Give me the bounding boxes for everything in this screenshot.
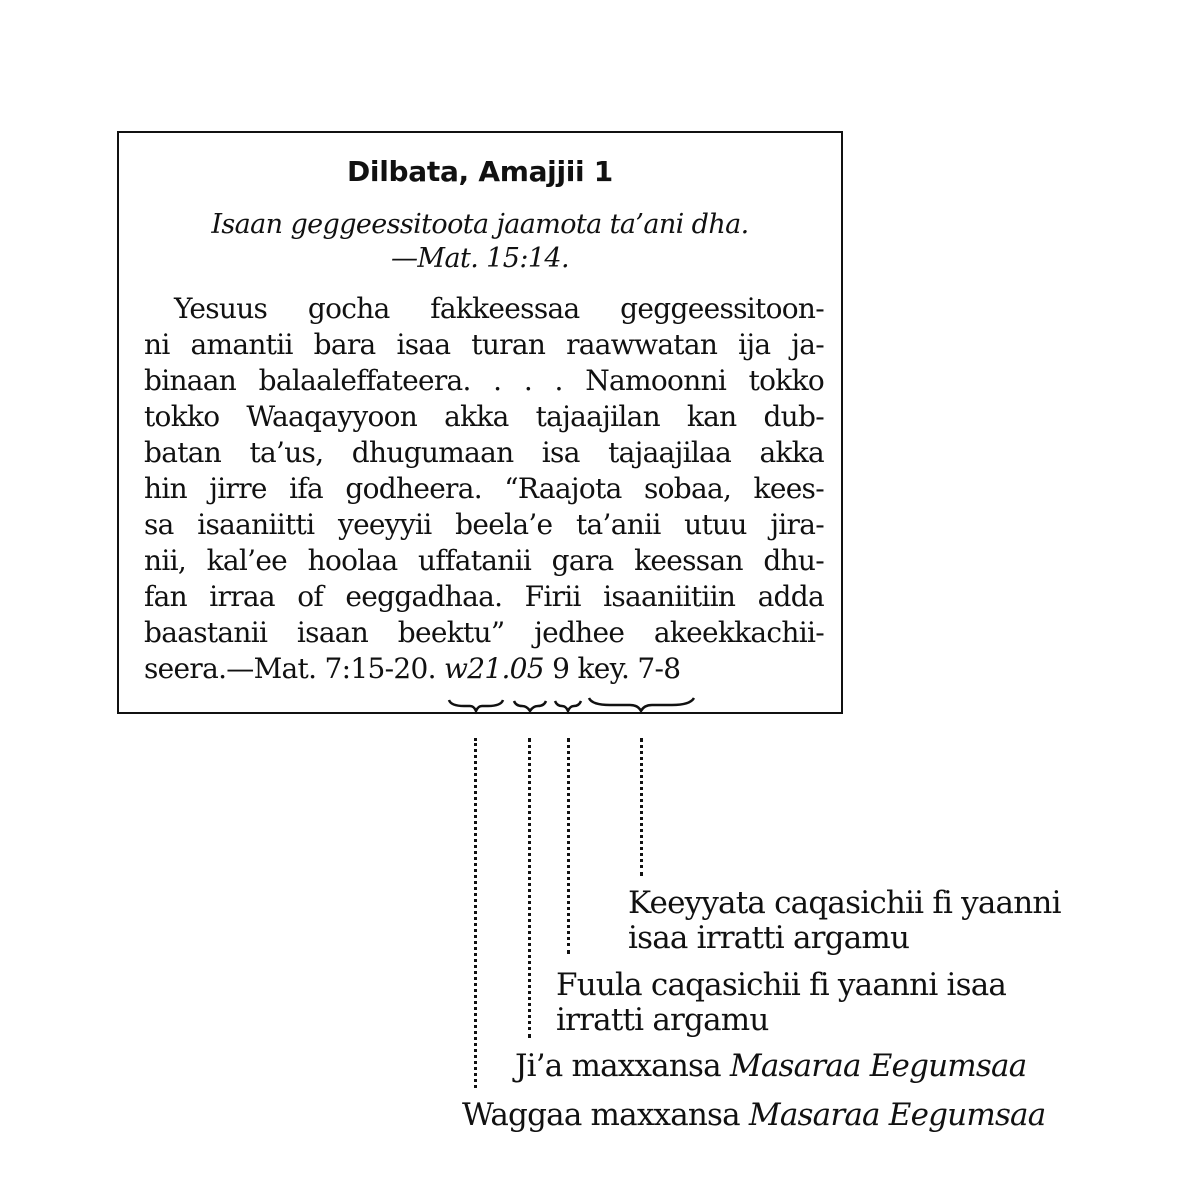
label-year-magazine: Masaraa Eegumsaa	[748, 1097, 1046, 1133]
verse-line-2: —Mat. 15:14.	[391, 243, 569, 274]
label-paragraph	[628, 886, 1061, 956]
label-paragraph-line-1: Keeyyata caqasichii fi yaanni	[628, 885, 1061, 921]
body-line: sa isaaniitti yeeyyii beela’e ta’anii utuu jira-	[144, 508, 824, 541]
ref-paragraph: key. 7-8	[577, 652, 681, 685]
body-line: fan irraa of eeggadhaa. Firii isaaniitiin adda	[144, 580, 824, 613]
body-line-end: seera.—Mat. 7:15-20.	[144, 652, 444, 685]
label-page-line-1: Fuula caqasichii fi yaanni isaa	[556, 967, 1007, 1003]
ref-issue: .05	[501, 652, 544, 685]
label-issue	[515, 1049, 1026, 1084]
body-line: batan ta’us, dhugumaan isa tajaajilaa akka	[144, 436, 824, 469]
body-line: Yesuus gocha fakkeessaa geggeessitoon-	[174, 292, 824, 325]
body-line: baastanii isaan beektu” jedhee akeekkachii-	[144, 616, 824, 649]
leader-year	[474, 738, 477, 1088]
label-page-line-2: irratti argamu	[556, 1002, 769, 1038]
body-line: nii, kal’ee hoolaa uffatanii gara keessan dhu-	[144, 544, 824, 577]
brace-page	[555, 701, 581, 711]
label-issue-magazine: Masaraa Eegumsaa	[729, 1048, 1027, 1084]
body-line: hin jirre ifa godheera. “Raajota sobaa, kees-	[144, 472, 824, 505]
verse-line-1: Isaan geggeessitoota jaamota ta’ani dha.	[211, 209, 749, 240]
body-line: binaan balaaleffateera. . . . Namoonni tokko	[144, 364, 824, 397]
label-year	[462, 1098, 1045, 1133]
leader-paragraph	[640, 738, 643, 876]
brace-paragraph	[589, 698, 694, 711]
brace-year	[449, 700, 503, 711]
body-line: tokko Waaqayyoon akka tajaajilan kan dub-	[144, 400, 824, 433]
label-issue-text: Ji’a maxxansa	[515, 1048, 730, 1084]
brace-issue	[514, 701, 546, 711]
leader-issue	[528, 738, 531, 1038]
ref-page: 9	[543, 652, 578, 685]
label-paragraph-line-2: isaa irratti argamu	[628, 920, 910, 956]
label-page	[556, 968, 1006, 1038]
ref-year: w21	[443, 652, 502, 685]
date-title: Dilbata, Amajjii 1	[346, 155, 613, 188]
leader-page	[567, 738, 570, 954]
label-year-text: Waggaa maxxansa	[462, 1097, 749, 1133]
body-line: ni amantii bara isaa turan raawwatan ija ja-	[144, 328, 824, 361]
